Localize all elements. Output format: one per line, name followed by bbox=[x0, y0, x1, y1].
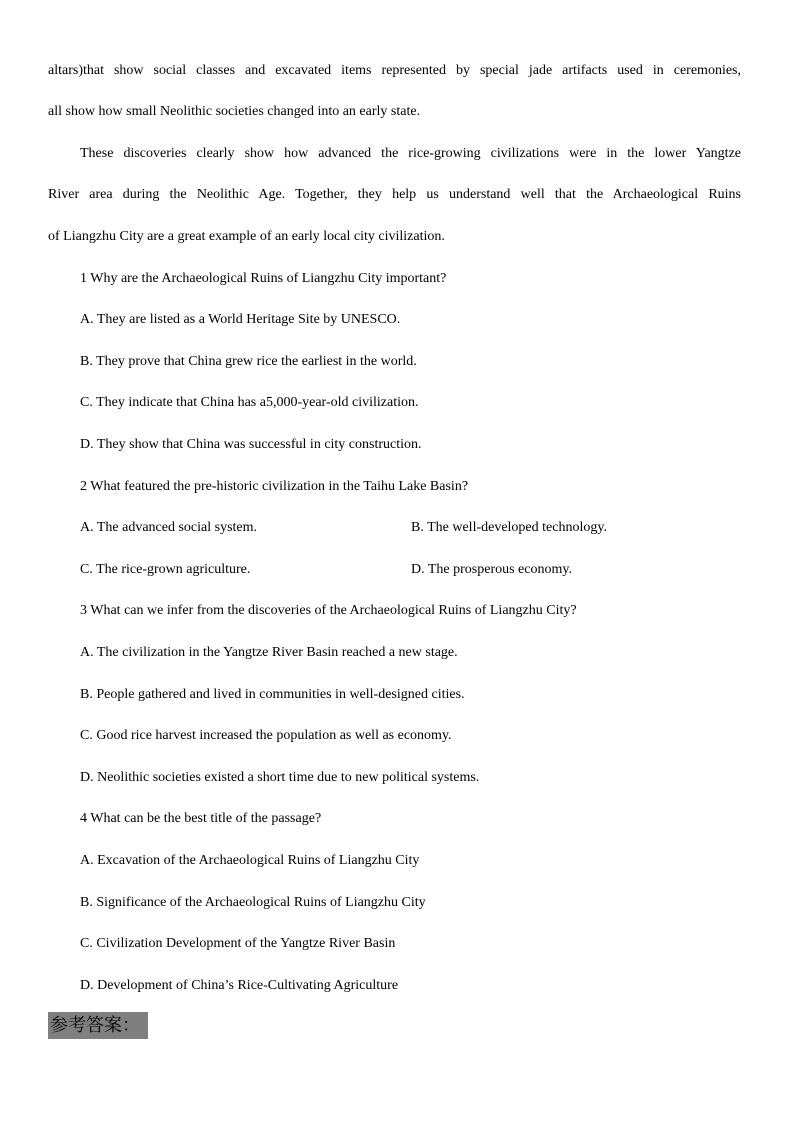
answer-key-heading: 参考答案： bbox=[48, 1012, 148, 1039]
passage-line: of Liangzhu City are a great example of an early local city civilization. bbox=[48, 229, 445, 244]
question-option: A. Excavation of the Archaeological Ruins of Liangzhu City bbox=[80, 853, 420, 868]
question-option: C. They indicate that China has a5,000-year-old civilization. bbox=[80, 395, 419, 410]
question-option: D. They show that China was successful in city construction. bbox=[80, 437, 422, 452]
question-option: B. Significance of the Archaeological Ruins of Liangzhu City bbox=[80, 895, 426, 910]
passage-line: all show how small Neolithic societies changed into an early state. bbox=[48, 104, 421, 119]
question-option: A. They are listed as a World Heritage Site by UNESCO. bbox=[80, 312, 401, 327]
question-stem: 4 What can be the best title of the passage? bbox=[80, 811, 322, 826]
question-option: C. The rice-grown agriculture. bbox=[80, 562, 251, 577]
question-stem: 1 Why are the Archaeological Ruins of Liangzhu City important? bbox=[80, 271, 447, 286]
question-option: D. Development of China’s Rice-Cultivating Agriculture bbox=[80, 978, 399, 993]
question-option: B. The well-developed technology. bbox=[411, 520, 607, 535]
question-option: D. The prosperous economy. bbox=[411, 562, 572, 577]
question-stem: 2 What featured the pre-historic civilization in the Taihu Lake Basin? bbox=[80, 479, 469, 494]
passage-line: These discoveries clearly show how advanced the rice-growing civilizations were in the lower Yangtze bbox=[80, 146, 741, 161]
question-option: C. Civilization Development of the Yangtze River Basin bbox=[80, 936, 396, 951]
question-option: A. The civilization in the Yangtze River Basin reached a new stage. bbox=[80, 645, 458, 660]
question-option: B. They prove that China grew rice the earliest in the world. bbox=[80, 354, 417, 369]
question-stem: 3 What can we infer from the discoveries of the Archaeological Ruins of Liangzhu City? bbox=[80, 603, 577, 618]
passage-line: altars)that show social classes and excavated items represented by special jade artifacts used in ceremonies, bbox=[48, 63, 741, 78]
question-option: A. The advanced social system. bbox=[80, 520, 258, 535]
question-option: C. Good rice harvest increased the population as well as economy. bbox=[80, 728, 452, 743]
passage-line: River area during the Neolithic Age. Together, they help us understand well that the Archaeological Ruins bbox=[48, 187, 741, 202]
question-option: D. Neolithic societies existed a short time due to new political systems. bbox=[80, 770, 480, 785]
question-option: B. People gathered and lived in communities in well-designed cities. bbox=[80, 687, 465, 702]
